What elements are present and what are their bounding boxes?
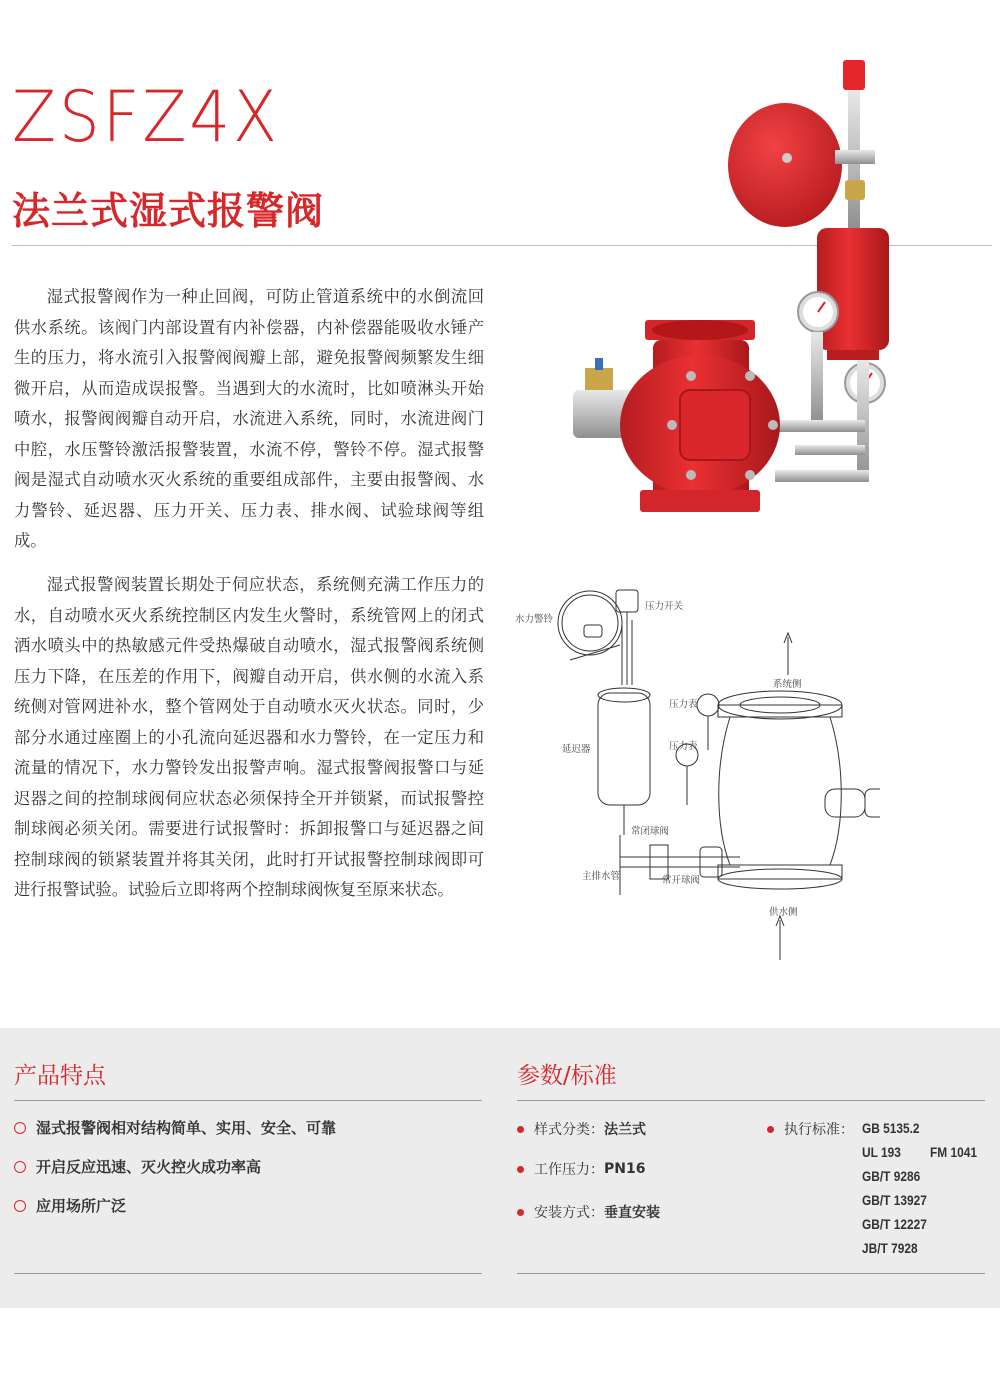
param-pressure-label: 工作压力：: [534, 1162, 604, 1178]
param-install-label: 安装方式：: [534, 1205, 604, 1221]
feature-text: 开启反应迅速、灭火控火成功率高: [36, 1158, 262, 1176]
label-system-side: 系统侧: [773, 679, 802, 690]
feature-item: [14, 1195, 126, 1216]
param-install-value: 垂直安装: [604, 1205, 660, 1221]
param-standard-label: 执行标准：: [784, 1122, 854, 1138]
schematic-diagram: [510, 575, 880, 970]
params-bottom-rule: [517, 1273, 985, 1274]
dot-bullet-icon: [767, 1126, 774, 1133]
label-retarder: 延迟器: [562, 744, 591, 755]
features-title: 产品特点: [14, 1063, 106, 1089]
feature-text: 湿式报警阀相对结构简单、实用、安全、可靠: [36, 1119, 337, 1137]
standard-item: FM 1041: [930, 1144, 977, 1160]
label-supply-side: 供水侧: [769, 907, 798, 918]
features-top-rule: [14, 1100, 482, 1101]
feature-item: [14, 1117, 336, 1138]
dot-bullet-icon: [517, 1166, 524, 1173]
param-standard: [767, 1119, 854, 1139]
description-paragraph-2: 湿式报警阀装置长期处于伺应状态，系统侧充满工作压力的水，自动喷水灭火系统控制区内发生火警时，系统管网上的闭式洒水喷头中的热敏感元件受热爆破自动喷水，湿式报警阀系统侧压力下降，在压差的作用下，阀瓣自动开启，供水侧的水流入系统侧对管网进补水，整个管网处于自动喷水灭火状态。同时，少部分水通过座圈上的小孔流向延迟器和水力警铃，在一定压力和流量的情况下，水力警铃发出报警声响。湿式报警阀报警口与延迟器之间的控制球阀伺应状态必须保持全开并锁紧，而试报警控制球阀必须关闭。需要进行试报警时：拆卸报警口与延迟器之间控制球阀的锁紧装置并将其关闭，此时打开试报警控制球阀即可进行报警试验。试验后立即将两个控制球阀恢复至原来状态。: [14, 575, 484, 899]
model-number: ZSFZ4X: [12, 76, 280, 158]
description-paragraph-1: 湿式报警阀作为一种止回阀，可防止管道系统中的水倒流回供水系统。该阀门内部设置有内补偿器，内补偿器能吸收水锤产生的压力，将水流引入报警阀阀瓣上部，避免报警阀频繁发生细微开启，从而造成误报警。当遇到大的水流时，比如喷淋头开始喷水，报警阀阀瓣自动开启，水流进入系统，同时，水流进阀门中腔，水压警铃激活报警装置，水流不停，警铃不停。湿式报警阀是湿式自动喷水灭火系统的重要组成部件，主要由报警阀、水力警铃、延迟器、压力开关、压力表、排水阀、试验球阀等组成。: [14, 287, 484, 550]
feature-item: [14, 1156, 261, 1177]
param-style-label: 样式分类：: [534, 1122, 604, 1138]
features-bottom-rule: [14, 1273, 482, 1274]
params-title: 参数/标准: [517, 1063, 617, 1089]
label-pressure-switch: 压力开关: [645, 601, 684, 612]
standard-item: GB/T 12227: [862, 1216, 927, 1232]
ring-bullet-icon: [14, 1200, 26, 1212]
param-pressure-value: PN16: [604, 1161, 646, 1177]
param-pressure: [517, 1159, 645, 1179]
standard-item: GB/T 13927: [862, 1192, 927, 1208]
dot-bullet-icon: [517, 1209, 524, 1216]
product-photo: [545, 50, 1000, 530]
label-pressure-gauge-2: 压力表: [669, 741, 698, 752]
feature-text: 应用场所广泛: [36, 1197, 127, 1215]
param-install: [517, 1202, 660, 1222]
label-water-bell: 水力警铃: [515, 614, 554, 625]
label-normally-closed-ball-valve: 常闭球阀: [631, 826, 670, 837]
dot-bullet-icon: [517, 1126, 524, 1133]
standard-item: GB 5135.2: [862, 1120, 920, 1136]
params-top-rule: [517, 1100, 985, 1101]
product-title: 法兰式湿式报警阀: [12, 189, 325, 233]
standard-item: UL 193: [862, 1144, 901, 1160]
param-style-value: 法兰式: [604, 1122, 646, 1138]
label-normally-open-ball-valve: 常开球阀: [662, 875, 701, 886]
standard-item: GB/T 9286: [862, 1168, 921, 1184]
label-main-drain: 主排水管: [582, 871, 621, 882]
ring-bullet-icon: [14, 1122, 26, 1134]
param-style: [517, 1119, 646, 1139]
label-pressure-gauge-1: 压力表: [669, 699, 698, 710]
ring-bullet-icon: [14, 1161, 26, 1173]
standard-item: JB/T 7928: [862, 1240, 918, 1256]
